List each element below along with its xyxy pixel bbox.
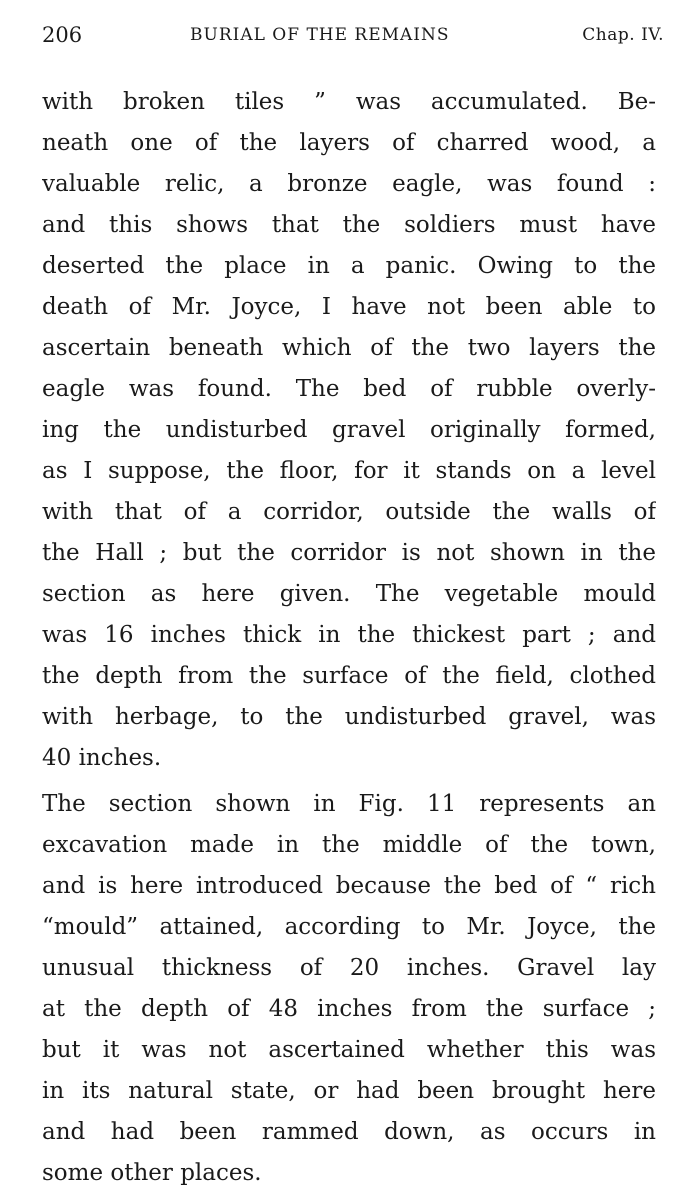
text-line: with herbage, to the undisturbed gravel, was [42,704,656,730]
text-line: eagle was found. The bed of rubble overly- [42,376,656,402]
paragraph-2 [42,784,656,1194]
text-line: ing the undisturbed gravel originally formed, [42,417,656,443]
text-line: was 16 inches thick in the thickest part ; and [42,622,656,648]
text-line: valuable relic, a bronze eagle, was found : [42,171,656,197]
text-line: some other places. [42,1160,262,1186]
body-text [42,82,656,1194]
text-line: ascertain beneath which of the two layers the [42,335,656,361]
text-line: section as here given. The vegetable mould [42,581,656,607]
text-line: “mould” attained, according to Mr. Joyce, the [42,914,656,940]
text-line: the Hall ; but the corridor is not shown in the [42,540,656,566]
text-line: unusual thickness of 20 inches. Gravel lay [42,955,656,981]
text-line: at the depth of 48 inches from the surface ; [42,996,656,1022]
text-line: with broken tiles ” was accumulated. Be- [42,89,656,115]
text-line: in its natural state, or had been brought here [42,1078,656,1104]
text-line: The section shown in Fig. 11 represents an [42,791,656,817]
text-line: with that of a corridor, outside the walls of [42,499,656,525]
running-head [40,20,664,50]
text-line: 40 inches. [42,745,162,771]
chapter-reference: Chap. IV. [582,25,664,45]
text-line: as I suppose, the floor, for it stands on a level [42,458,656,484]
text-line: and this shows that the soldiers must have [42,212,656,238]
page-number: 206 [42,23,83,47]
text-line: excavation made in the middle of the town, [42,832,656,858]
text-line: neath one of the layers of charred wood, a [42,130,656,156]
text-line: but it was not ascertained whether this was [42,1037,656,1063]
running-title: BURIAL OF THE REMAINS [190,25,450,45]
text-line: and is here introduced because the bed of “ rich [42,873,656,899]
paragraph-1 [42,82,656,779]
text-line: death of Mr. Joyce, I have not been able to [42,294,656,320]
text-line: the depth from the surface of the field, clothed [42,663,656,689]
text-line: deserted the place in a panic. Owing to the [42,253,656,279]
text-line: and had been rammed down, as occurs in [42,1119,656,1145]
